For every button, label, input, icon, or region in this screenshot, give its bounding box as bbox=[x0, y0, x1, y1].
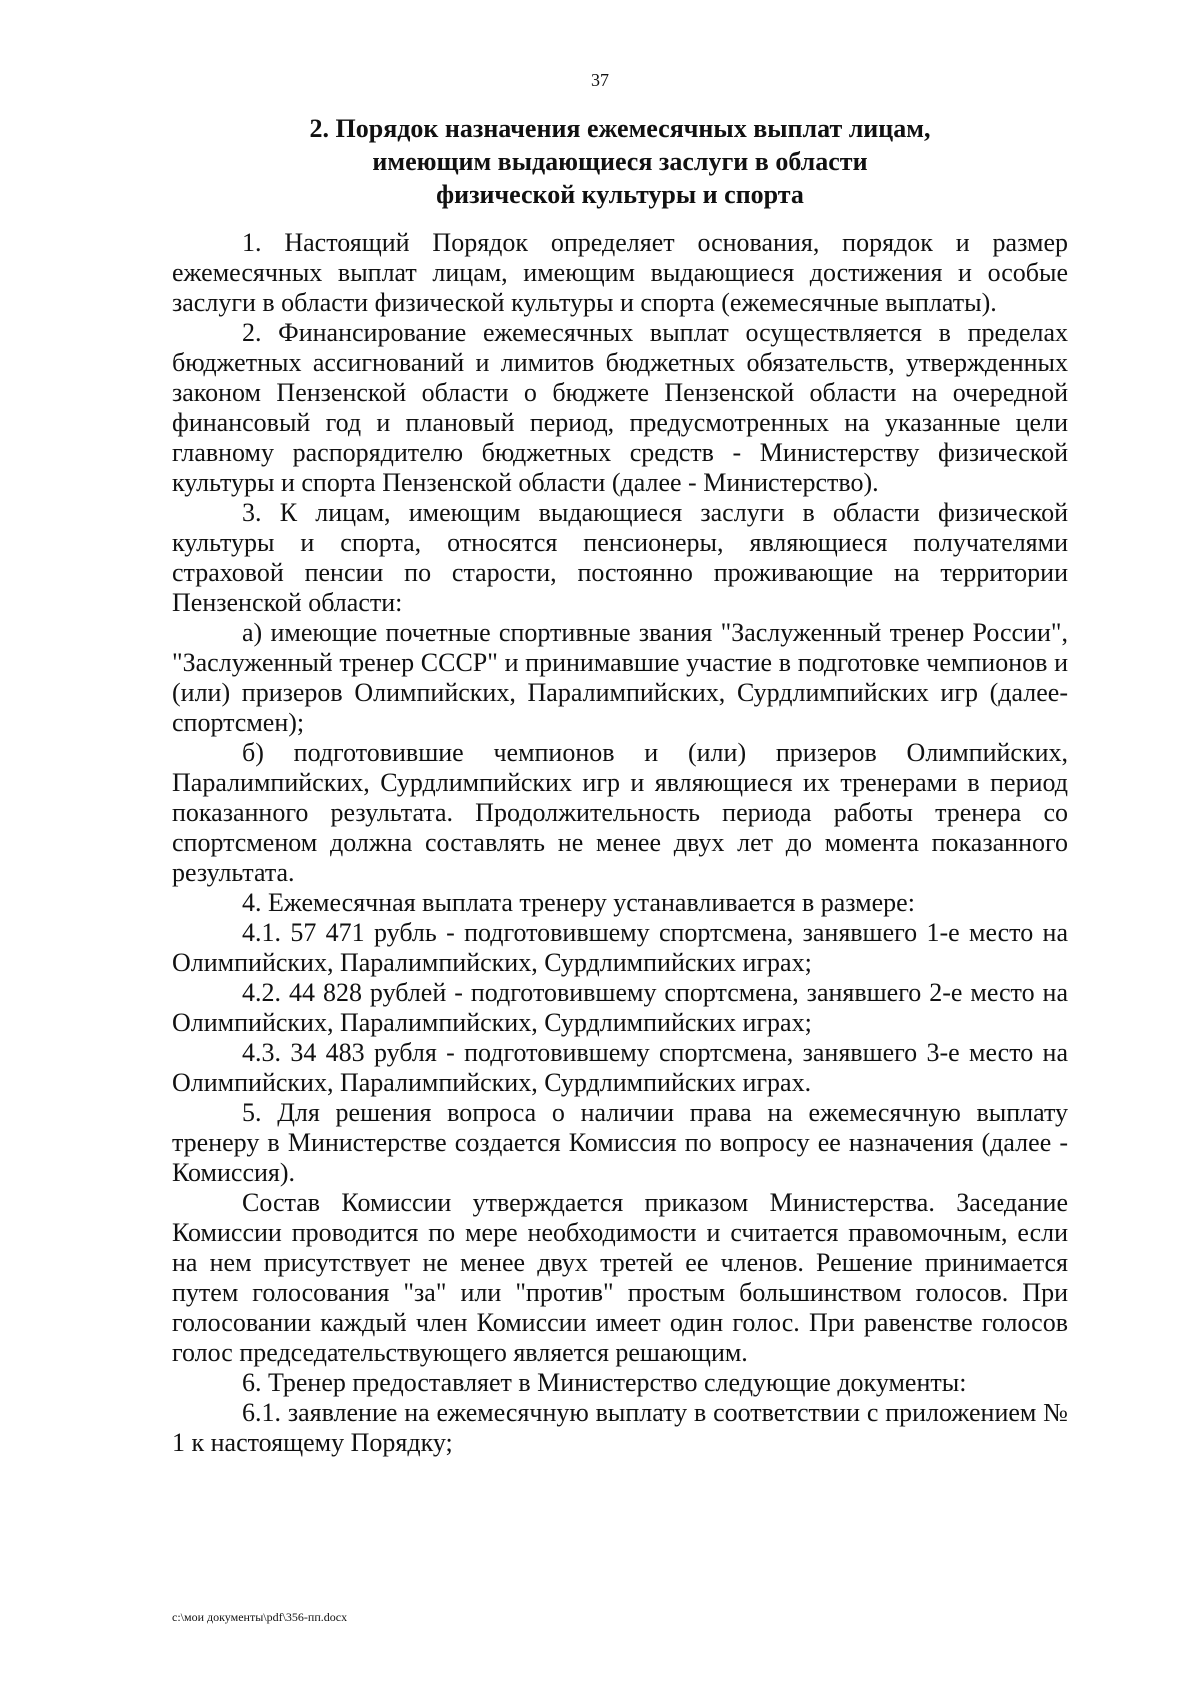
paragraph-1: 1. Настоящий Порядок определяет основания, порядок и размер ежемесячных выплат лицам, имеющим выдающиеся достижения и особые заслуги в области физической культуры и спорта (ежемесячные выплаты). bbox=[172, 228, 1068, 317]
paragraph-5-commission: Состав Комиссии утверждается приказом Министерства. Заседание Комиссии проводится по мере необходимости и считается правомочным, если на нем присутствует не менее двух третей ее членов. Решение принимается путем голосования "за" или "против" простым большинством голосов. При голосовании каждый член Комиссии имеет один голос. При равенстве голосов голос председательствующего является решающим. bbox=[172, 1188, 1068, 1367]
paragraph-6: 6. Тренер предоставляет в Министерство следующие документы: bbox=[242, 1368, 967, 1397]
section-title-line-3: физической культуры и спорта bbox=[436, 180, 804, 209]
document-body bbox=[172, 228, 1068, 1458]
section-title-line-1: 2. Порядок назначения ежемесячных выплат лицам, bbox=[309, 114, 931, 143]
paragraph-4-2: 4.2. 44 828 рублей - подготовившему спортсмена, занявшего 2-е место на Олимпийских, Паралимпийских, Сурдлимпийских играх; bbox=[172, 978, 1068, 1037]
page-number: 37 bbox=[591, 70, 609, 90]
paragraph-5: 5. Для решения вопроса о наличии права на ежемесячную выплату тренеру в Министерстве создается Комиссия по вопросу ее назначения (далее - Комиссия). bbox=[172, 1098, 1068, 1187]
paragraph-3a: а) имеющие почетные спортивные звания "Заслуженный тренер России", "Заслуженный тренер СССР" и принимавшие участие в подготовке чемпионов и (или) призеров Олимпийских, Паралимпийских, Сурдлимпийских игр (далее- спортсмен); bbox=[172, 618, 1068, 737]
section-title-line-2: имеющим выдающиеся заслуги в области bbox=[372, 147, 868, 176]
footer-file-path: c:\мои документы\pdf\356-пп.docx bbox=[172, 1610, 348, 1624]
paragraph-4: 4. Ежемесячная выплата тренеру устанавливается в размере: bbox=[242, 888, 915, 917]
paragraph-2: 2. Финансирование ежемесячных выплат осуществляется в пределах бюджетных ассигнований и лимитов бюджетных обязательств, утвержденных законом Пензенской области о бюджете Пензенской области на очередной финансовый год и плановый период, предусмотренных на указанные цели главному распорядителю бюджетных средств - Министерству физической культуры и спорта Пензенской области (далее - Министерство). bbox=[172, 318, 1068, 497]
paragraph-6-1: 6.1. заявление на ежемесячную выплату в соответствии с приложением № 1 к настоящему Порядку; bbox=[172, 1398, 1068, 1457]
paragraph-3b: б) подготовившие чемпионов и (или) призеров Олимпийских, Паралимпийских, Сурдлимпийских игр и являющиеся их тренерами в период показанного результата. Продолжительность периода работы тренера со спортсменом должна составлять не менее двух лет до момента показанного результата. bbox=[172, 738, 1068, 887]
paragraph-3: 3. К лицам, имеющим выдающиеся заслуги в области физической культуры и спорта, относятся пенсионеры, являющиеся получателями страховой пенсии по старости, постоянно проживающие на территории Пензенской области: bbox=[172, 498, 1068, 617]
paragraph-4-1: 4.1. 57 471 рубль - подготовившему спортсмена, занявшего 1-е место на Олимпийских, Паралимпийских, Сурдлимпийских играх; bbox=[172, 918, 1068, 977]
section-title bbox=[172, 112, 1068, 211]
paragraph-4-3: 4.3. 34 483 рубля - подготовившему спортсмена, занявшего 3-е место на Олимпийских, Паралимпийских, Сурдлимпийских играх. bbox=[172, 1038, 1068, 1097]
